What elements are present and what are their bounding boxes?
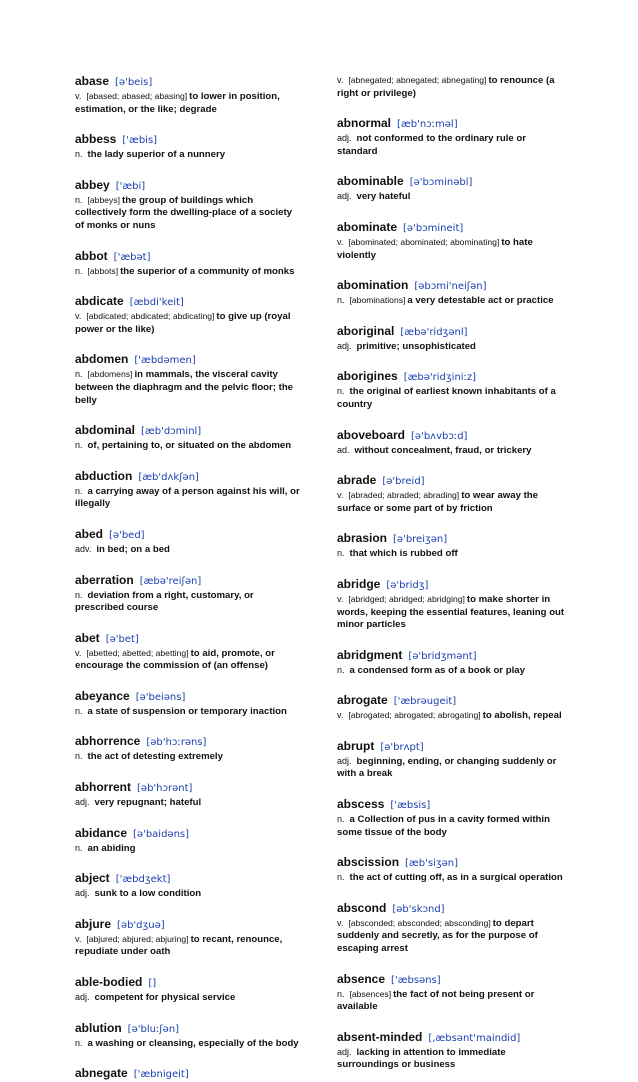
definition-text: the fact of not being present or available: [337, 988, 535, 1013]
definition-line: [75, 543, 303, 557]
pronunciation: ['æbsis]: [390, 800, 431, 812]
definition-line: [75, 310, 303, 336]
part-of-speech: n.: [337, 386, 345, 397]
dictionary-entry: [75, 352, 303, 407]
pronunciation: [æbə'ridʒiniːz]: [403, 372, 477, 384]
pronunciation: [æbə'ridʒənl]: [400, 326, 468, 338]
headword: aborigines: [337, 369, 398, 384]
definition-text: a carrying away of a person against his will, or illegally: [75, 485, 300, 510]
definition-text: to recant, renounce, repudiate under oath: [75, 933, 283, 958]
part-of-speech: v.: [337, 75, 344, 85]
entry-headword-line: [337, 369, 565, 385]
pronunciation: [æbə'reiʃən]: [139, 575, 202, 587]
definition-line: [337, 547, 565, 561]
pronunciation: [ə'brʌpt]: [380, 741, 424, 753]
definition-line: [75, 368, 303, 407]
headword: abscond: [337, 900, 387, 915]
definition-line: [75, 148, 303, 162]
definition-text: to aid, promote, or encourage the commission of (an offense): [75, 647, 275, 672]
definition-line: [337, 132, 565, 158]
inflected-forms: [abbeys]: [87, 194, 121, 205]
inflected-forms: [abdomens]: [87, 369, 133, 380]
definition-text: to abolish, repeal: [482, 710, 562, 722]
dictionary-entry: [337, 473, 565, 515]
pronunciation: [æbdi'keit]: [129, 297, 184, 309]
inflected-forms: [abraded; abraded; abrading]: [348, 490, 460, 501]
pronunciation: [ə'breiʒən]: [393, 534, 448, 546]
definition-line: [337, 813, 565, 839]
headword: aboveboard: [337, 427, 406, 442]
headword: absent-minded: [337, 1029, 423, 1044]
left-column: [75, 74, 303, 1082]
entry-headword-line: [337, 220, 565, 236]
pronunciation: [əb'hɔrənt]: [137, 783, 193, 795]
dictionary-entry: [337, 74, 565, 100]
inflected-forms: [abrogated; abrogated; abrogating]: [348, 710, 481, 721]
part-of-speech: n.: [75, 440, 83, 451]
pronunciation: [ə'baidəns]: [133, 828, 190, 840]
entry-headword-line: [75, 573, 303, 589]
definition-text: primitive; unsophisticated: [356, 340, 476, 352]
headword: abject: [75, 871, 110, 886]
part-of-speech: v.: [75, 91, 82, 101]
entry-headword-line: [337, 473, 565, 489]
headword: ablution: [75, 1020, 122, 1035]
part-of-speech: adj.: [337, 1046, 352, 1057]
entry-headword-line: [337, 648, 565, 664]
pronunciation: [æb'siʒən]: [405, 858, 459, 870]
part-of-speech: adj.: [337, 133, 352, 144]
definition-text: very hateful: [356, 191, 411, 203]
headword: abidance: [75, 825, 128, 840]
dictionary-entry: [75, 871, 303, 901]
definition-line: [337, 871, 565, 885]
definition-text: a state of suspension or temporary inaction: [87, 705, 287, 717]
part-of-speech: v.: [337, 710, 344, 721]
definition-line: [337, 236, 565, 262]
part-of-speech: n.: [337, 295, 345, 306]
part-of-speech: v.: [75, 647, 82, 658]
entry-headword-line: [75, 975, 303, 991]
definition-text: very repugnant; hateful: [94, 797, 202, 809]
dictionary-entry: [75, 780, 303, 810]
part-of-speech: adj.: [75, 888, 90, 899]
dictionary-entry: [337, 972, 565, 1014]
definition-line: [75, 589, 303, 615]
definition-line: [337, 917, 565, 956]
pronunciation: [ə'beiəns]: [135, 691, 186, 703]
pronunciation: [ə'bed]: [109, 529, 145, 541]
definition-text: beginning, ending, or changing suddenly or with a break: [337, 755, 557, 780]
headword: abed: [75, 526, 104, 541]
entry-headword-line: [75, 132, 303, 148]
headword: abrasion: [337, 531, 388, 546]
pronunciation: ['æbi]: [115, 180, 146, 192]
dictionary-entry: [337, 531, 565, 561]
dictionary-entry: [75, 1021, 303, 1051]
headword: abdicate: [75, 294, 124, 309]
definition-line: [337, 340, 565, 354]
headword: abdominal: [75, 423, 136, 438]
definition-text: not conformed to the ordinary rule or standard: [337, 133, 527, 157]
dictionary-entry: [75, 527, 303, 557]
pronunciation: ['æbsəns]: [391, 974, 441, 986]
pronunciation: [ə'bɔmineit]: [403, 222, 464, 234]
part-of-speech: n.: [75, 194, 83, 205]
definition-line: [75, 439, 303, 453]
inflected-forms: [abbots]: [87, 265, 119, 276]
dictionary-entry: [337, 220, 565, 262]
dictionary-entry: [75, 734, 303, 764]
dictionary-entry: [337, 174, 565, 204]
definition-line: [337, 664, 565, 678]
entry-headword-line: [337, 428, 565, 444]
pronunciation: ['æbdəmen]: [134, 355, 196, 367]
part-of-speech: adj.: [75, 797, 90, 808]
definition-line: [75, 194, 303, 233]
definition-line: [337, 755, 565, 781]
dictionary-entry: [337, 901, 565, 956]
definition-text: that which is rubbed off: [349, 548, 458, 560]
entry-headword-line: [75, 469, 303, 485]
definition-line: [337, 294, 565, 308]
definition-line: [75, 647, 303, 673]
pronunciation: [əbɔmi'neiʃən]: [414, 281, 487, 293]
dictionary-entry: [337, 278, 565, 308]
definition-text: the lady superior of a nunnery: [87, 149, 226, 161]
definition-line: [337, 444, 565, 458]
definition-text: the superior of a community of monks: [120, 265, 295, 277]
definition-text: to wear away the surface or some part of by friction: [337, 490, 538, 514]
part-of-speech: v.: [337, 236, 344, 247]
pronunciation: [ə'breid]: [382, 476, 425, 488]
dictionary-entry: [337, 693, 565, 723]
definition-text: the act of cutting off, as in a surgical operation: [349, 872, 563, 884]
pronunciation: [,æbsənt'maindid]: [428, 1032, 521, 1044]
inflected-forms: [abased; abased; abasing]: [86, 91, 188, 101]
part-of-speech: n.: [337, 988, 345, 999]
definition-line: [337, 190, 565, 204]
pronunciation: [ə'bʌvbɔːd]: [411, 430, 468, 442]
entry-headword-line: [75, 178, 303, 194]
inflected-forms: [absconded; absconded; absconding]: [348, 917, 491, 928]
definition-line: [337, 709, 565, 723]
part-of-speech: n.: [75, 589, 83, 600]
pronunciation: [æb'dɔminl]: [141, 426, 202, 438]
part-of-speech: adj.: [337, 191, 352, 202]
dictionary-entry: [337, 797, 565, 839]
headword: abbot: [75, 248, 108, 263]
pronunciation: [əb'skɔnd]: [392, 903, 445, 915]
part-of-speech: n.: [75, 265, 83, 276]
dictionary-entry: [75, 423, 303, 453]
entry-headword-line: [75, 294, 303, 310]
pronunciation: ['æbdʒekt]: [115, 874, 171, 886]
inflected-forms: [absences]: [349, 988, 392, 999]
headword: abrogate: [337, 693, 388, 708]
entry-headword-line: [75, 826, 303, 842]
entry-headword-line: [75, 423, 303, 439]
definition-text: in mammals, the visceral cavity between the diaphragm and the pelvic floor; the belly: [75, 369, 294, 406]
entry-headword-line: [75, 1066, 303, 1082]
definition-line: [337, 385, 565, 411]
entry-headword-line: [75, 734, 303, 750]
pronunciation: ['æbnigeit]: [133, 1069, 189, 1081]
entry-headword-line: [75, 780, 303, 796]
pronunciation: [ə'bluːʃən]: [127, 1023, 180, 1035]
inflected-forms: [abnegated; abnegated; abnegating]: [348, 75, 487, 85]
part-of-speech: v.: [337, 490, 344, 501]
headword: abjure: [75, 916, 112, 931]
headword: abbey: [75, 177, 110, 192]
part-of-speech: n.: [75, 485, 83, 496]
part-of-speech: adv.: [75, 543, 92, 554]
definition-line: [75, 887, 303, 901]
part-of-speech: v.: [75, 311, 82, 322]
definition-line: [75, 1037, 303, 1051]
definition-text: to lower in position, estimation, or the like; degrade: [75, 91, 280, 115]
definition-text: to depart suddenly and secretly, as for the purpose of escaping arrest: [337, 917, 538, 955]
inflected-forms: [abridged; abridged; abridging]: [348, 593, 465, 604]
part-of-speech: adj.: [75, 992, 90, 1003]
definition-text: to make shorter in words, keeping the essential features, leaning out minor particles: [337, 593, 565, 631]
dictionary-entry: [75, 573, 303, 615]
entry-headword-line: [337, 577, 565, 593]
dictionary-entry: [337, 369, 565, 411]
definition-text: lacking in attention to immediate surroundings or business: [337, 1046, 506, 1071]
pronunciation: [æb'nɔːməl]: [397, 119, 458, 131]
part-of-speech: v.: [337, 593, 344, 604]
pronunciation: [æb'dʌkʃən]: [138, 471, 199, 483]
part-of-speech: adj.: [337, 340, 352, 351]
definition-line: [337, 593, 565, 632]
headword: abdomen: [75, 352, 129, 367]
pronunciation: [ə'beis]: [115, 77, 153, 88]
definition-text: the original of earliest known inhabitants of a country: [337, 386, 556, 410]
part-of-speech: n.: [75, 842, 83, 853]
part-of-speech: n.: [75, 751, 83, 762]
definition-line: [75, 933, 303, 959]
headword: aboriginal: [337, 323, 395, 338]
dictionary-entry: [75, 294, 303, 336]
dictionary-entry: [75, 631, 303, 673]
dictionary-entry: [337, 739, 565, 781]
headword: abhorrent: [75, 780, 132, 795]
dictionary-entry: [75, 132, 303, 162]
part-of-speech: n.: [337, 548, 345, 559]
entry-headword-line: [75, 871, 303, 887]
definition-line: [75, 842, 303, 856]
headword: abrade: [337, 473, 377, 488]
pronunciation: [əb'dʒuə]: [117, 919, 165, 931]
part-of-speech: n.: [75, 149, 83, 160]
entry-headword-line: [75, 74, 303, 90]
dictionary-entry: [75, 1066, 303, 1082]
dictionary-entry: [75, 689, 303, 719]
definition-text: the act of detesting extremely: [87, 751, 223, 763]
pronunciation: ['æbis]: [122, 135, 158, 147]
definition-text: a Collection of pus in a cavity formed within some tissue of the body: [337, 814, 550, 838]
definition-line: [75, 485, 303, 511]
headword: absence: [337, 971, 386, 986]
inflected-forms: [abominations]: [349, 295, 406, 306]
entry-headword-line: [75, 249, 303, 265]
dictionary-entry: [337, 116, 565, 158]
part-of-speech: n.: [75, 705, 83, 716]
headword: abominable: [337, 174, 404, 189]
definition-text: deviation from a right, customary, or prescribed course: [75, 589, 254, 614]
headword: abhorrence: [75, 734, 141, 749]
entry-headword-line: [337, 901, 565, 917]
right-column: [337, 74, 565, 1072]
dictionary-entry: [75, 826, 303, 856]
inflected-forms: [abjured; abjured; abjuring]: [86, 933, 189, 944]
entry-headword-line: [75, 1021, 303, 1037]
headword: abbess: [75, 132, 117, 147]
dictionary-entry: [75, 469, 303, 511]
entry-headword-line: [337, 693, 565, 709]
dictionary-entry: [337, 324, 565, 354]
entry-headword-line: [75, 527, 303, 543]
definition-text: the group of buildings which collectively form the dwelling-place of a society of monks or nuns: [75, 194, 292, 231]
definition-line: [75, 705, 303, 719]
pronunciation: ['æbrəugeit]: [393, 696, 457, 708]
definition-text: an abiding: [87, 842, 136, 854]
definition-text: a condensed form as of a book or play: [349, 664, 525, 676]
entry-headword-line: [75, 631, 303, 647]
dictionary-entry: [75, 178, 303, 233]
definition-text: of, pertaining to, or situated on the abdomen: [87, 440, 292, 452]
headword: abet: [75, 630, 100, 645]
dictionary-entry: [337, 648, 565, 678]
inflected-forms: [abominated; abominated; abominating]: [348, 236, 500, 247]
dictionary-entry: [337, 428, 565, 458]
headword: abnegate: [75, 1066, 128, 1081]
definition-text: to hate violently: [337, 236, 533, 261]
definition-text: a washing or cleansing, especially of the body: [87, 1037, 299, 1049]
pronunciation: []: [148, 978, 157, 990]
headword: abscess: [337, 797, 385, 812]
definition-text: sunk to a low condition: [94, 888, 202, 900]
headword: abomination: [337, 278, 409, 293]
part-of-speech: v.: [75, 933, 82, 944]
entry-headword-line: [337, 739, 565, 755]
pronunciation: [əb'hɔːrəns]: [146, 737, 207, 749]
entry-headword-line: [337, 531, 565, 547]
headword: abridge: [337, 576, 381, 591]
pronunciation: [ə'bɔminəbl]: [409, 177, 473, 189]
part-of-speech: ad.: [337, 444, 350, 455]
definition-text: without concealment, fraud, or trickery: [354, 444, 532, 456]
headword: abrupt: [337, 738, 375, 753]
definition-text: in bed; on a bed: [96, 543, 170, 555]
part-of-speech: n.: [337, 814, 345, 825]
headword: abduction: [75, 468, 133, 483]
entry-headword-line: [337, 116, 565, 132]
headword: abeyance: [75, 688, 130, 703]
entry-headword-line: [337, 797, 565, 813]
pronunciation: [ə'bet]: [105, 633, 139, 645]
part-of-speech: v.: [337, 917, 344, 928]
headword: abase: [75, 74, 110, 88]
headword: abridgment: [337, 647, 403, 662]
pronunciation: ['æbət]: [113, 251, 151, 263]
definition-text: a very detestable act or practice: [407, 295, 554, 307]
dictionary-entry: [75, 74, 303, 116]
entry-headword-line: [337, 855, 565, 871]
entry-headword-line: [337, 174, 565, 190]
part-of-speech: n.: [337, 872, 345, 883]
definition-line: [75, 750, 303, 764]
entry-headword-line: [75, 689, 303, 705]
definition-line: [75, 991, 303, 1005]
definition-line: [75, 265, 303, 279]
entry-headword-line: [337, 1030, 565, 1046]
inflected-forms: [abetted; abetted; abetting]: [86, 647, 189, 658]
pronunciation: [ə'bridʒmənt]: [408, 650, 477, 662]
part-of-speech: n.: [75, 369, 83, 380]
entry-headword-line: [75, 352, 303, 368]
dictionary-entry: [75, 249, 303, 279]
definition-text: to renounce (a right or privilege): [337, 75, 555, 99]
dictionary-entry: [75, 975, 303, 1005]
dictionary-entry: [337, 577, 565, 632]
definition-line: [337, 74, 565, 100]
headword: able-bodied: [75, 975, 143, 990]
headword: abscission: [337, 855, 400, 870]
entry-headword-line: [337, 278, 565, 294]
headword: abnormal: [337, 116, 392, 131]
entry-headword-line: [75, 917, 303, 933]
definition-line: [75, 90, 303, 116]
definition-line: [337, 988, 565, 1014]
pronunciation: [ə'bridʒ]: [386, 579, 429, 591]
dictionary-entry: [75, 917, 303, 959]
dictionary-entry: [337, 855, 565, 885]
entry-headword-line: [337, 972, 565, 988]
inflected-forms: [abdicated; abdicated; abdicating]: [86, 311, 215, 322]
definition-line: [337, 489, 565, 515]
definition-line: [75, 796, 303, 810]
part-of-speech: n.: [337, 664, 345, 675]
definition-text: to give up (royal power or the like): [75, 311, 291, 335]
headword: abominate: [337, 219, 398, 234]
part-of-speech: adj.: [337, 755, 352, 766]
headword: aberration: [75, 572, 134, 587]
part-of-speech: n.: [75, 1037, 83, 1048]
definition-text: competent for physical service: [94, 992, 236, 1004]
definition-line: [337, 1046, 565, 1072]
entry-headword-line: [337, 324, 565, 340]
